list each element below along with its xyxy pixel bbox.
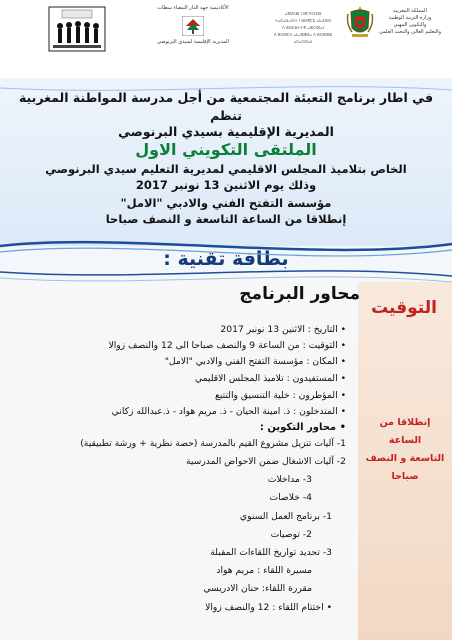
tifinagh-line-4: ⴷ ⵓⵙⵍⵎⴷ ⴰⵏⴰⴼⵍⵍⴰ ⴷ ⵓⵔⵣⵣⵓ ⴰⵎⴰⵙⵙⴰⵏ bbox=[273, 32, 333, 44]
academy-line: الأكاديمية جهة الدار البيضاء سطات bbox=[157, 5, 229, 11]
tifinagh-line-1: ⴰⴳⵍⴷⵓⵏ ⵏ ⵍⵎⵖⵔⵉⴱ bbox=[284, 11, 322, 16]
program-item: 3- مداخلات bbox=[267, 474, 312, 485]
card-title: بطاقة تقنية : bbox=[163, 248, 289, 270]
program-item: 4- خلاصات bbox=[269, 492, 312, 503]
kingdom-emblem-icon bbox=[346, 4, 374, 40]
intro-venue-line: مؤسسة التفتح الفني والادبي "الامل" bbox=[120, 196, 332, 210]
intro-time-line: إنطلاقا من الساعة التاسعة و النصف صباحا bbox=[105, 212, 347, 226]
start-time-line-2: التاسعة و النصف صباحا bbox=[365, 453, 445, 482]
program-item: 1- برنامج العمل السنوي bbox=[239, 511, 332, 522]
program-item: • محاور التكوين : bbox=[259, 422, 346, 433]
program-title: محاور البرنامج bbox=[239, 284, 360, 304]
program-item: • المتدخلون : ذ. امينة الحيان - ذ. مريم هواد - ذ.عبدالله زكاني bbox=[111, 406, 346, 417]
directorate-line: المديرية الإقليمية لسيدي البرنوصي bbox=[157, 39, 229, 45]
tifinagh-block bbox=[270, 10, 336, 45]
program-item: • المستفيدون : تلاميذ المجلس الاقليمي bbox=[194, 373, 346, 384]
tree-logo-icon bbox=[182, 16, 204, 36]
association-logo-icon bbox=[48, 6, 106, 52]
tifinagh-line-3: ⴷ ⵓⵙⵎⵓⵜⵜⴳ ⴰⵣⵔⴼⴰⵏ bbox=[282, 25, 324, 30]
ministry-line-3: والتعليم العالي والبحث العلمي bbox=[378, 29, 442, 35]
intro-panel bbox=[0, 78, 452, 250]
start-time-line-1: إنطلاقا من الساعة bbox=[379, 417, 431, 446]
program-item: • المكان : مؤسسة التفتح الفني والادبي "الامل" bbox=[164, 356, 346, 367]
program-item: • اختتام اللقاء : 12 والنصف زوالا bbox=[205, 602, 332, 613]
ministry-line-2: والتكوين المهني bbox=[393, 22, 427, 28]
academy-block bbox=[138, 4, 248, 46]
tifinagh-line-2: ⵜⴰⵎⴰⵡⴰⵙⵜ ⵏ ⵓⵙⴳⵎⵉ ⴰⵏⴰⵎⵓⵔ bbox=[274, 18, 332, 23]
program-item: 2- توصيات bbox=[270, 529, 312, 540]
program-item: • المؤطرون : خلية التنسيق والتتبع bbox=[214, 390, 346, 401]
program-item: مسيرة اللقاء : مريم هواد bbox=[216, 565, 312, 576]
intro-line-2: تنظم bbox=[210, 108, 242, 123]
header bbox=[0, 0, 452, 88]
program-item: 2- آليات الاشغال ضمن الاحواض المدرسية bbox=[185, 456, 346, 467]
event-title: الملتقى التكويني الاول bbox=[135, 140, 317, 159]
ministry-block bbox=[374, 8, 446, 36]
program-item: 3- تحديد تواريخ اللقاءات المقبلة bbox=[210, 547, 332, 558]
ministry-line-1: وزارة التربية الوطنية bbox=[388, 15, 432, 21]
kingdom-line: المملكة المغربية bbox=[393, 8, 427, 14]
program-item: 1- آليات تنزيل مشروع القيم بالمدرسة (حصة نظرية + ورشة تطبيقية) bbox=[80, 438, 346, 449]
intro-line-5: الخاص بتلاميذ المجلس الاقليمي لمديرية التعليم سيدي البرنوصي bbox=[45, 162, 407, 176]
card-title-band bbox=[0, 246, 452, 272]
program-item: • التوقيت : من الساعة 9 والنصف صباحا الى 12 والنصف زوالا bbox=[108, 340, 346, 351]
start-time-note bbox=[362, 414, 448, 486]
program-item: مقررة اللقاء: حنان الادريسي bbox=[203, 583, 312, 594]
intro-line-3: المديرية الإقليمية بسيدي البرنوصي bbox=[118, 124, 334, 139]
program-item: • التاريخ : الاثنين 13 نونبر 2017 bbox=[220, 324, 346, 335]
intro-line-1: في اطار برنامج التعبئة المجتمعية من أجل مدرسة المواطنة المغربية bbox=[18, 90, 434, 105]
timing-title: التوقيت bbox=[371, 298, 437, 318]
intro-date-line: وذلك يوم الاثنين 13 نونبر 2017 bbox=[135, 178, 317, 192]
